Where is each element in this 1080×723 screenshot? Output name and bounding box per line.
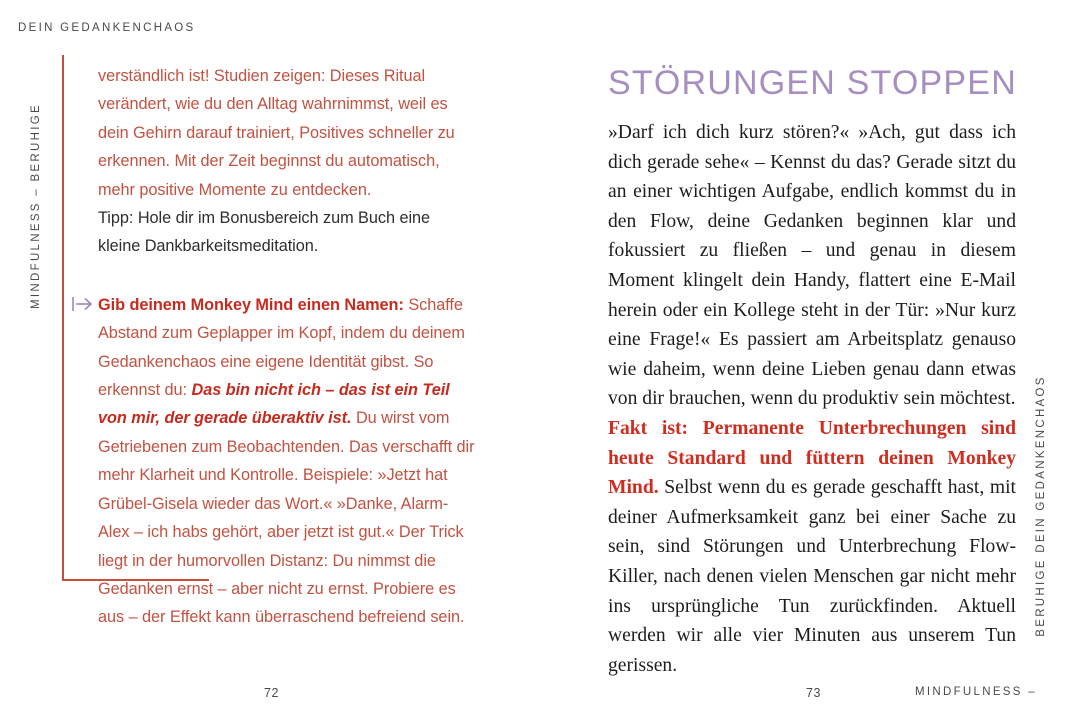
bullet-text-part-2: Du wirst vom Getriebenen zum Beobachtenden. Das verschafft dir mehr Klarheit und Kontrolle. Beispiele: »Jetzt hat Grübel-Gisela wieder das Wort.« »Danke, Alarm-Alex – ich habs gehört, aber jetzt ist gut.« Der Trick liegt in der humorvollen Distanz: Du nimmst die Gedanken ernst – aber nicht zu ernst. Probiere es aus – der Effekt kann überraschend befreiend sein.	[98, 409, 475, 627]
right-paragraph-2-rest: Selbst wenn du es gerade geschafft hast, mit deiner Aufmerksamkeit ganz bei einer Sache zu sein, sind Störungen und Unterbrechung Flow-Killer, nach denen vielen Menschen gar nicht mehr ins ursprüngliche Tun zurückfinden. Aktuell werden wir alle vier Minuten aus unserem Tun gerissen.	[608, 477, 1016, 676]
bullet-item	[98, 291, 476, 632]
continued-paragraph: verständlich ist! Studien zeigen: Dieses Ritual verändert, wie du den Alltag wahrnimmst, weil es dein Gehirn darauf trainiert, Positives schneller zu erkennen. Mit der Zeit beginnst du automatisch, mehr positive Momente zu entdecken.	[98, 67, 455, 199]
bullet-paragraph	[98, 291, 476, 632]
right-paragraph-1: »Darf ich dich kurz stören?« »Ach, gut dass ich dich gerade sehe« – Kennst du das? Gerade sitzt du an einer wichtigen Aufgabe, endlich kommst du in den Flow, deine Gedanken beginnen klar und fokussiert zu fließen – und genau in diesem Moment klingelt dein Handy, flattert eine E-Mail herein oder ein Kollege steht in der Tür: »Nur kurz eine Frage!« Es passiert am Arbeitsplatz genauso wie daheim, wenn deine Lieben genau dann etwas von dir brauchen, wenn du produktiv sein möchtest.	[608, 122, 1016, 410]
right-paragraph-2	[608, 414, 1016, 680]
running-head-left: DEIN GEDANKENCHAOS	[18, 22, 196, 34]
page-number-right: 73	[806, 686, 822, 700]
page-number-left: 72	[264, 686, 280, 700]
right-page	[540, 0, 1080, 723]
tip-paragraph: Tipp: Hole dir im Bonusbereich zum Buch eine kleine Dankbarkeitsmeditation.	[98, 209, 431, 256]
bullet-text-part-1: Schaffe Abstand zum Geplapper im Kopf, indem du deinem Gedankenchaos eine eigene Identität gibst. So erkennst du:	[98, 295, 465, 400]
bullet-lead-in: Gib deinem Monkey Mind einen Namen:	[98, 295, 404, 314]
bullet-emphasis: Das bin nicht ich – das ist ein Teil von mir, der gerade überaktiv ist.	[98, 381, 450, 428]
right-paragraph-2-bold-lead: Fakt ist: Permanente Unterbrechungen sind heute Standard und füttern deinen Monkey Mind.	[608, 417, 1016, 499]
chapter-title: STÖRUNGEN STOPPEN	[608, 64, 1017, 102]
side-label-left: MINDFULNESS – BERUHIGE	[30, 103, 42, 309]
side-label-right: BERUHIGE DEIN GEDANKENCHAOS	[1035, 375, 1047, 637]
left-text-column	[98, 62, 476, 632]
arrow-right-icon	[72, 295, 94, 313]
right-text-column	[608, 118, 1016, 680]
running-foot-right: MINDFULNESS –	[915, 686, 1037, 698]
